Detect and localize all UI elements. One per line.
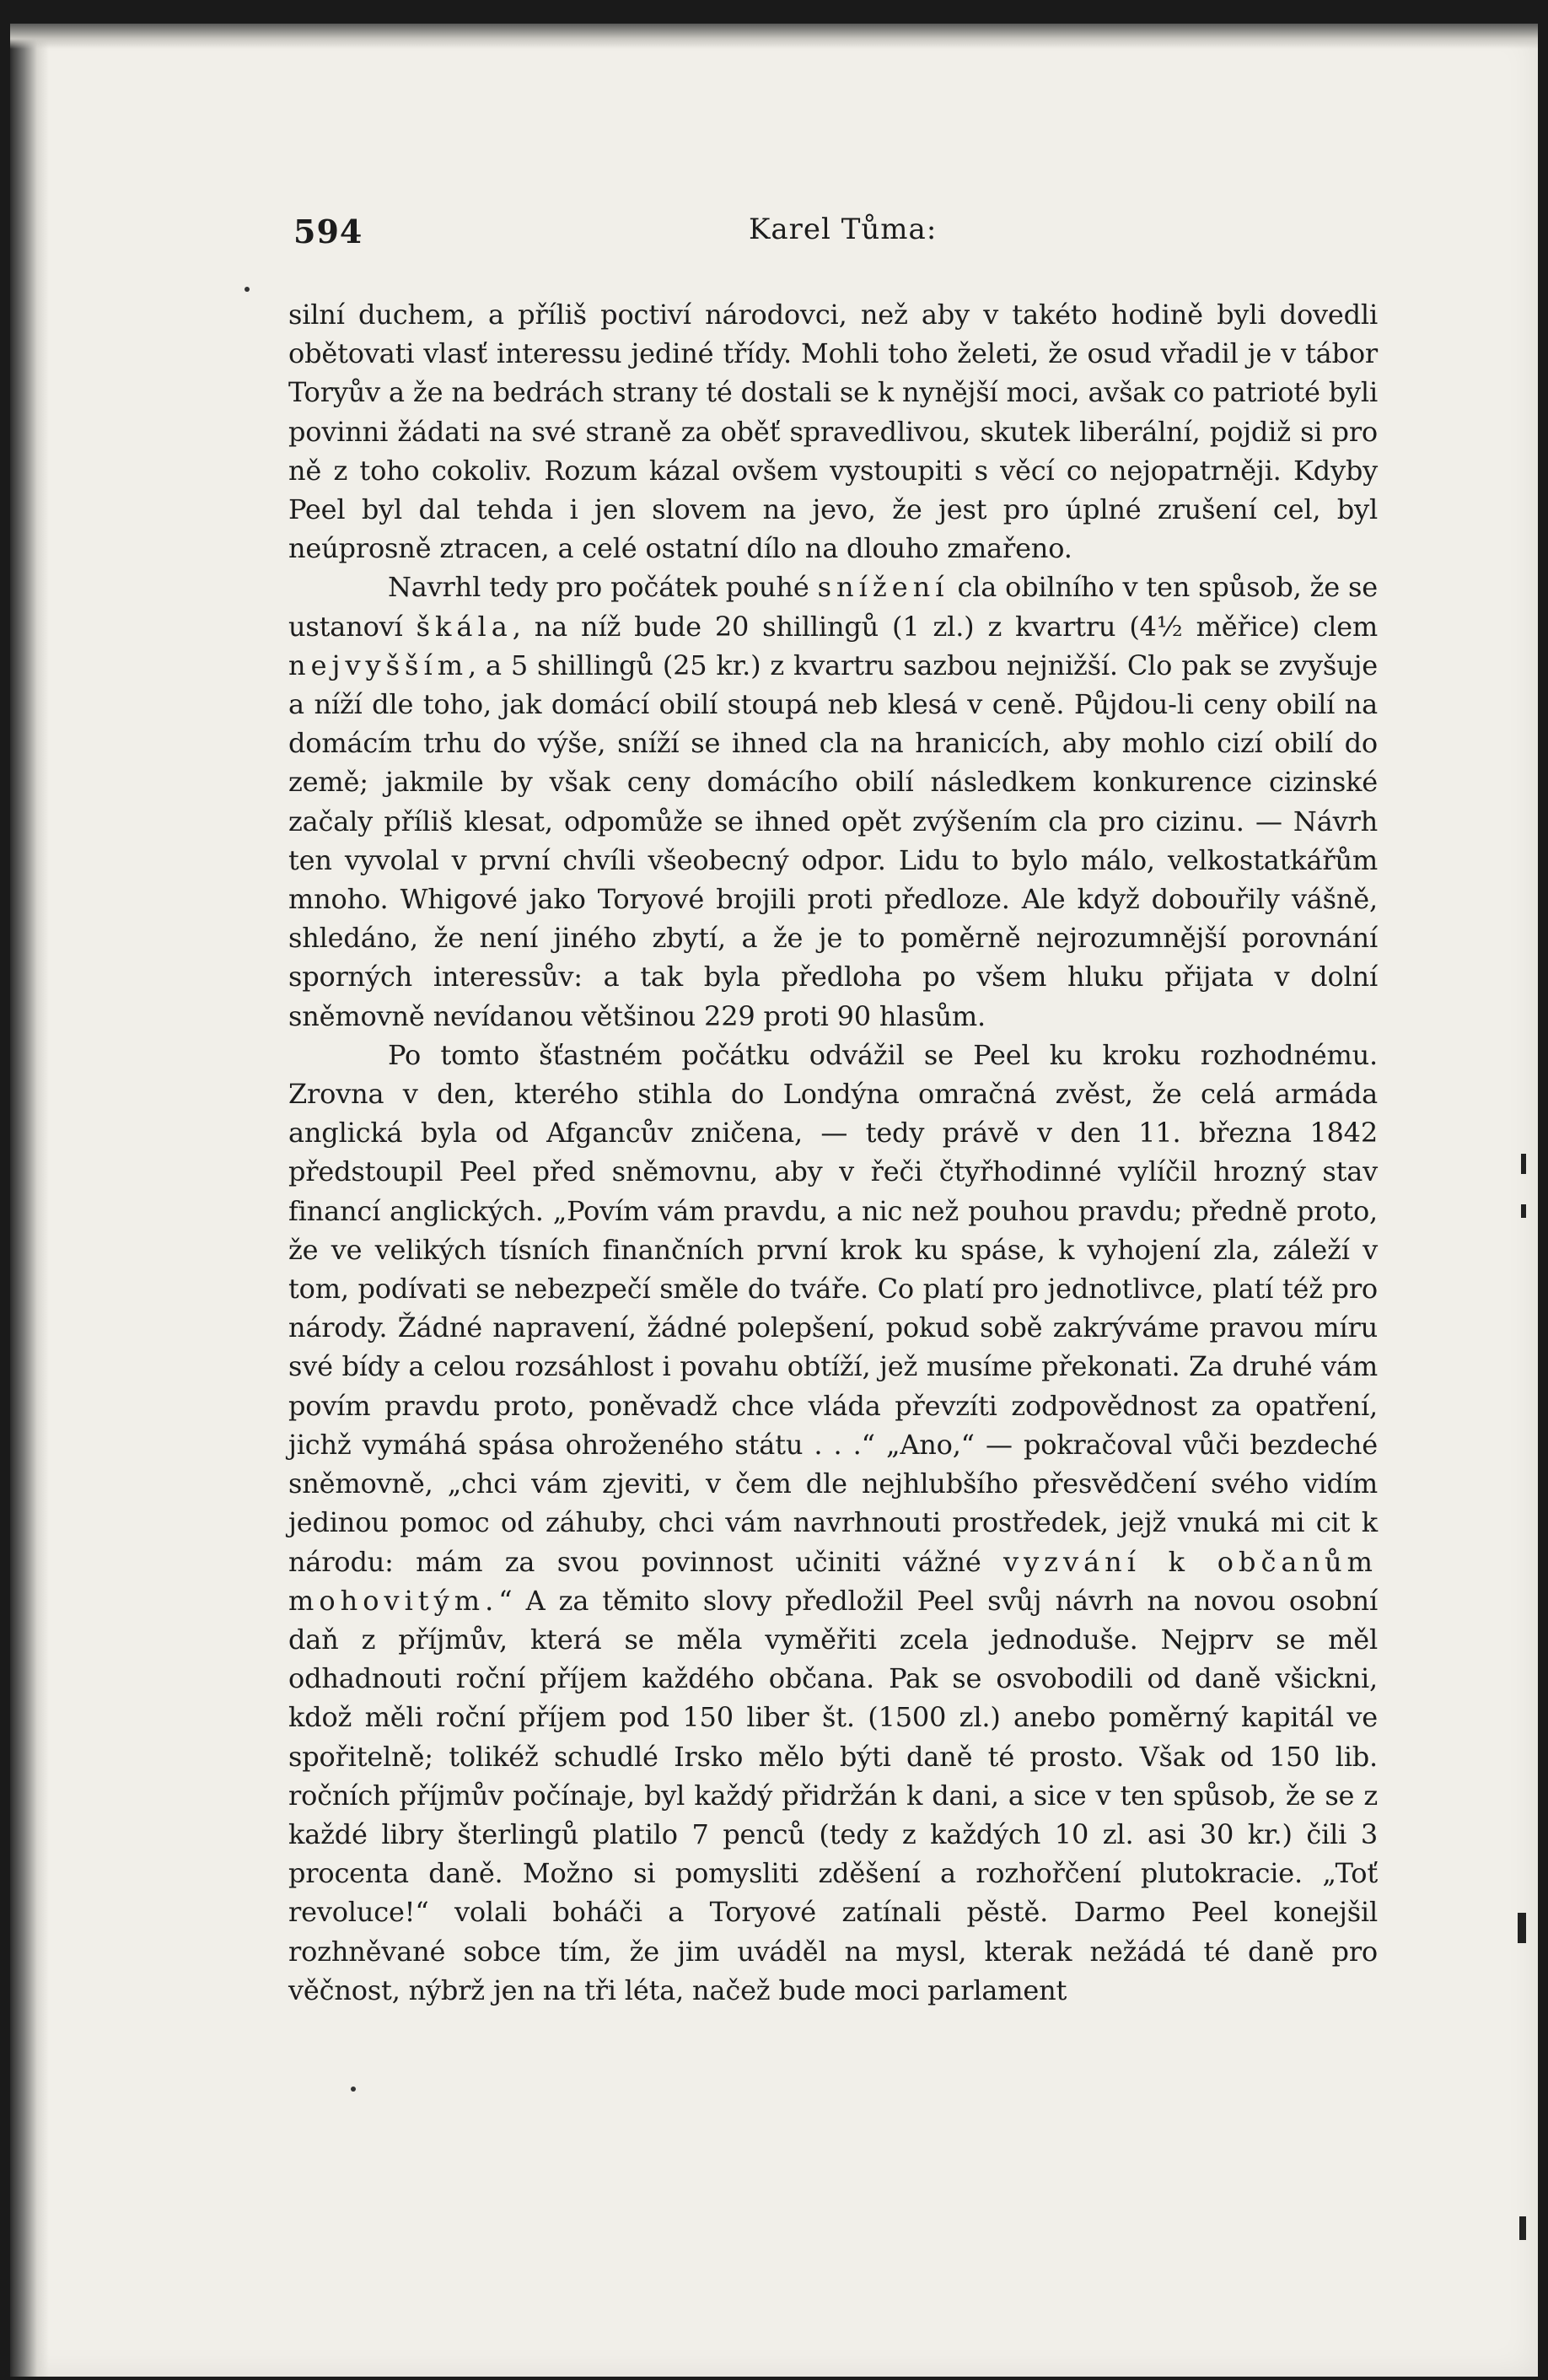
page-number: 594 bbox=[293, 213, 363, 250]
paragraph-3-text-b: “ A za těmito slovy předložil Peel svůj návrh na novou osobní daň z příjmův, která se měla vyměřiti zcela jednoduše. Nejprv se měl odhadnouti roční příjem každého občana. Pak se osvobodili od daně všickni, kdož měli roční příjem pod 150 liber št. (1500 zl.) anebo poměrný kapitál ve spořitelně; tolikéž schudlé Irsko mělo býti daně té prosto. Však od 150 lib. ročních příjmův počínaje, byl každý přidržán k dani, a sice v ten spůsob, že se z každé libry šterlingů platilo 7 penců (tedy z každých 10 zl. asi 30 kr.) čili 3 procenta daně. Možno si pomysliti zděšení a rozhořčení plutokracie. „Toť revoluce!“ volali boháči a Toryové zatínali pěstě. Darmo Peel konejšil rozhněvané sobce tím, že jim uváděl na mysl, kterak nežádá té daně pro věčnost, nýbrž jen na tři léta, načež bude moci parlament bbox=[288, 1584, 1378, 2006]
running-title: Karel Tůma: bbox=[749, 213, 938, 246]
body-text bbox=[288, 295, 1378, 2010]
paragraph-2-text-c: , na níž bude 20 shillingů (1 zl.) z kvartru (4½ měřice) clem bbox=[512, 610, 1378, 643]
paragraph-3-text-a: Po tomto šťastném počátku odvážil se Peel ku kroku rozhodnému. Zrovna v den, kterého stihla do Londýna omračná zvěst, že celá armáda anglická byla od Afgancův zničena, — tedy právě v den 11. března 1842 předstoupil Peel před sněmovnu, aby v řeči čtyřhodinné vylíčil hrozný stav financí anglických. „Povím vám pravdu, a nic než pouhou pravdu; předně proto, že ve velikých tísních finančních první krok ku spáse, k vyhojení zla, záleží v tom, podívati se nebezpečí směle do tváře. Co platí pro jednotlivce, platí též pro národy. Žádné napravení, žádné polepšení, pokud sobě zakrýváme pravou míru své bídy a celou rozsáhlost i povahu obtíží, jež musíme překonati. Za druhé vám povím pravdu proto, poněvadž chce vláda převzíti zodpovědnost za opatření, jichž vymáhá spása ohroženého státu . . .“ „Ano,“ — pokračoval vůči bezdeché sněmovně, „chci vám zjeviti, v čem dle nejhlubšího přesvědčení svého vidím jedinou pomoc od záhuby, chci vám navrhnouti prostředek, jejž vnuká mi cit k národu: mám za svou povinnost učiniti vážné bbox=[288, 1038, 1378, 1578]
paragraph-2-text-d: , a 5 shillingů (25 kr.) z kvartru sazbou nejnižší. Clo pak se zvyšuje a níží dle toho, jak domácí obilí stoupá neb klesá v ceně. Půjdou-li ceny obilí na domácím trhu do výše, sníží se ihned cla na hranicích, aby mohlo cizí obilí do země; jakmile by však ceny domácího obilí následkem konkurence cizinské začaly příliš klesat, odpomůže se ihned opět zvýšením cla pro cizinu. — Návrh ten vyvolal v první chvíli všeobecný odpor. Lidu to bylo málo, velkostatkářům mnoho. Whigové jako Toryové brojili proti předloze. Ale když dobouřily vášně, shledáno, že není jiného zbytí, a že je to poměrně nejrozumnější porovnání sporných interessův: a tak byla předloha po všem hluku přijata v dolní sněmovně nevídanou většinou 229 proti 90 hlasům. bbox=[288, 649, 1378, 1032]
emphasis-snizeni: snížení bbox=[817, 571, 949, 604]
emphasis-vyzvani: vyzvání k občanům mohovitým. bbox=[288, 1545, 1379, 1617]
paragraph-2 bbox=[288, 568, 1378, 1035]
running-header bbox=[293, 213, 1389, 263]
scan-top-shadow bbox=[10, 24, 1538, 49]
paragraph-2-text-a: Navrhl tedy pro počátek pouhé bbox=[388, 571, 818, 604]
paragraph-3 bbox=[288, 1036, 1378, 2010]
book-page bbox=[10, 24, 1538, 2377]
stray-dot-mark bbox=[245, 287, 250, 292]
scan-binding-shadow bbox=[10, 24, 49, 2377]
stray-dot-mark bbox=[351, 2087, 356, 2092]
scan-edge-marks bbox=[1506, 1154, 1526, 2334]
paragraph-2-text-b: cla obilního v ten spůsob, že se ustanoví bbox=[288, 571, 1378, 643]
emphasis-skala: škála bbox=[416, 610, 513, 643]
paragraph-1: silní duchem, a příliš poctiví národovci, než aby v takéto hodině byli dovedli obětovati vlasť interessu jediné třídy. Mohli toho želeti, že osud vřadil je v tábor Toryův a že na bedrách strany té dostali se k nynější moci, avšak co patrioté byli povinni žádati na své straně za oběť spravedlivou, skutek liberální, pojdiž si pro ně z toho cokoliv. Rozum kázal ovšem vystoupiti s věcí co nejopatrněji. Kdyby Peel byl dal tehda i jen slovem na jevo, že jest pro úplné zrušení cel, byl neúprosně ztracen, a celé ostatní dílo na dlouho zmařeno. bbox=[288, 299, 1378, 565]
emphasis-nejvyssim: nejvyšším bbox=[288, 649, 469, 681]
